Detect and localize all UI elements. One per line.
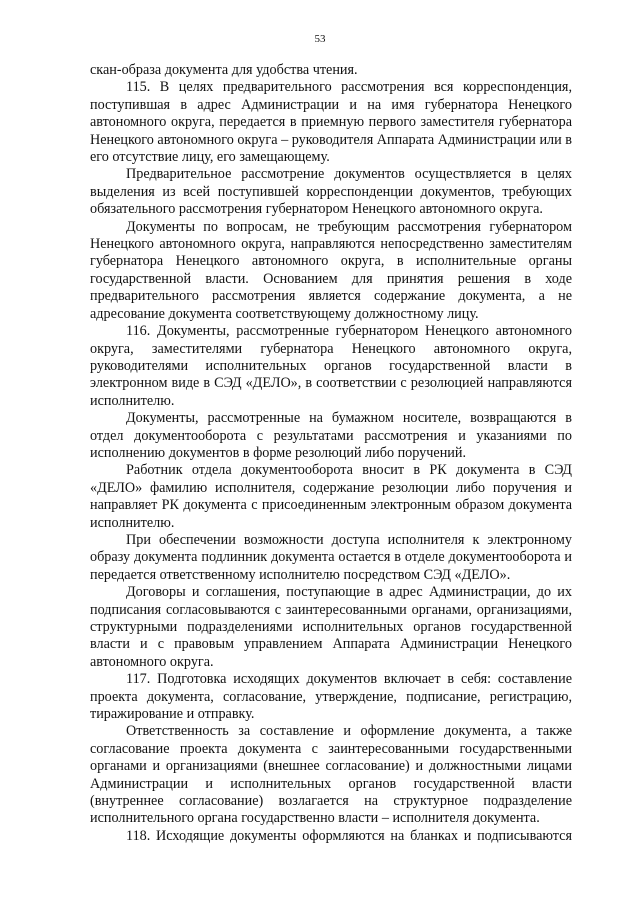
paragraph-item-116: 116. Документы, рассмотренные губернатором Ненецкого автономного округа, заместителями губернатора Ненецкого автономного округа, руководителями исполнительных органов государственной власти в электронном виде в СЭД «ДЕЛО», в соответствии с резолюцией направляются исполнителю. xyxy=(90,323,572,409)
paragraph-electronic-access: При обеспечении возможности доступа исполнителя к электронному образу документа подлинник документа остается в отделе документооборота и передается ответственному исполнителю посредством СЭД «ДЕЛО». xyxy=(90,531,572,583)
paragraph-item-117: 117. Подготовка исходящих документов включает в себя: составление проекта документа, согласование, утверждение, подписание, регистрацию, тиражирование и отправку. xyxy=(90,671,572,723)
paragraph-continuation: скан-образа документа для удобства чтения. xyxy=(90,62,358,78)
page-number: 53 xyxy=(314,33,326,45)
paragraph-item-115: 115. В целях предварительного рассмотрения вся корреспонденция, поступившая в адрес Администрации и на имя губернатора Ненецкого автономного округа, передается в приемную первого заместителя губернатора Ненецкого автономного округа – руководителя Аппарата Администрации или в его отсутствие лицу, его замещающему. xyxy=(90,79,572,166)
document-body xyxy=(90,62,572,845)
paragraph-preliminary-review: Предварительное рассмотрение документов осуществляется в целях выделения из всей поступившей корреспонденции документов, требующих обязательного рассмотрения губернатором Ненецкого автономного округа. xyxy=(90,166,572,218)
paragraph-contracts-agreements: Договоры и соглашения, поступающие в адрес Администрации, до их подписания согласовываются с заинтересованными органами, организациями, структурными подразделениями исполнительных органов государственной власти и с правовым управлением Аппарата Администрации Ненецкого автономного округа. xyxy=(90,584,572,670)
paragraph-paper-documents: Документы, рассмотренные на бумажном носителе, возвращаются в отдел документооборота с результатами рассмотрения и указаниями по исполнению документов в форме резолюций либо поручений. xyxy=(90,410,572,461)
paragraph-registration-card: Работник отдела документооборота вносит в РК документа в СЭД «ДЕЛО» фамилию исполнителя, содержание резолюции либо поручения и направляет РК документа с присоединенным электронным образом документа исполнителю. xyxy=(90,462,572,531)
paragraph-responsibility: Ответственность за составление и оформление документа, а также согласование проекта документа с заинтересованными государственными органами и организациями (внешнее согласование) и должностными лицами Администрации и исполнительных органов государственной власти (внутреннее согласование) возлагается на структурное подразделение исполнительного органа государственно власти – исполнителя документа. xyxy=(90,723,572,827)
paragraph-item-118: 118. Исходящие документы оформляются на бланках и подписываются xyxy=(126,827,572,844)
paragraph-documents-not-requiring-review: Документы по вопросам, не требующим рассмотрения губернатором Ненецкого автономного округа, направляются непосредственно заместителям губернатора Ненецкого автономного округа, в исполнительные органы государственной власти. Основанием для принятия решения в ходе предварительного рассмотрения является содержание документа, а не адресование документа соответствующему должностному лицу. xyxy=(90,218,572,322)
